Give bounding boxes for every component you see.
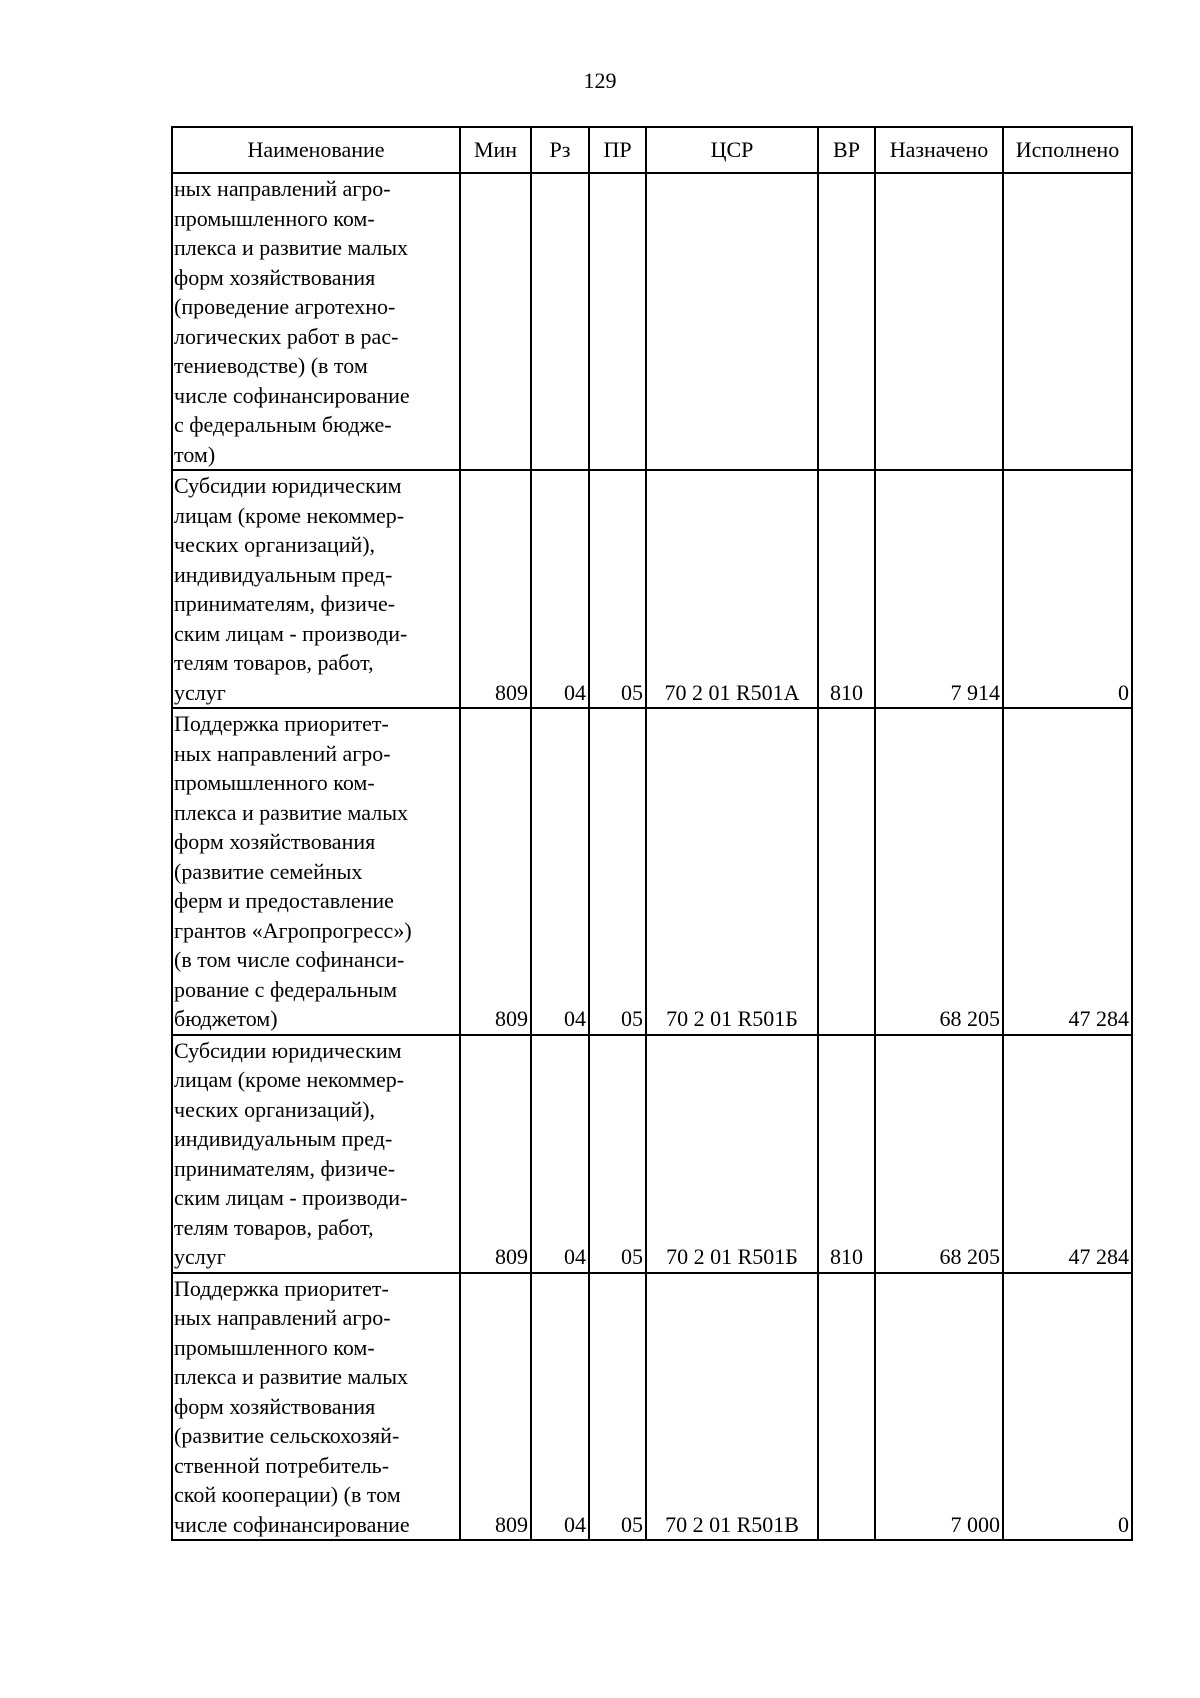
cell-pr: 05 — [589, 708, 646, 1035]
name-line: лицам (кроме некоммер- — [174, 502, 405, 528]
header-min: Мин — [460, 127, 531, 173]
cell-min: 809 — [460, 470, 531, 708]
name-line: рование с федеральным — [174, 976, 398, 1002]
name-line: (развитие семейных — [174, 858, 363, 884]
name-line: ческих организаций), — [174, 532, 376, 557]
cell-csr: 70 2 01 R501Б — [646, 1035, 818, 1273]
name-line: Поддержка приоритет- — [174, 1275, 389, 1301]
cell-name — [172, 173, 460, 470]
name-line: (проведение агротехно- — [174, 294, 396, 319]
table-row — [172, 1035, 1132, 1273]
name-line: числе софинансирование — [174, 1511, 410, 1537]
cell-name — [172, 1035, 460, 1273]
page-number: 129 — [583, 68, 617, 93]
name-line: ческих организаций), — [174, 1096, 376, 1122]
header-assigned: Назначено — [875, 127, 1003, 173]
name-line: ственной потребитель- — [174, 1452, 390, 1478]
name-line: форм хозяйствования — [174, 264, 376, 290]
name-line: с федеральным бюдже- — [174, 412, 392, 437]
name-line: ных направлений агро- — [174, 740, 391, 766]
name-line: ных направлений агро- — [174, 1305, 391, 1330]
cell-assigned: 68 205 — [875, 1035, 1003, 1273]
name-line: промышленного ком- — [174, 1334, 375, 1360]
cell-name — [172, 1273, 460, 1541]
cell-name — [172, 708, 460, 1035]
cell-min: 809 — [460, 1035, 531, 1273]
cell-assigned: 68 205 — [875, 708, 1003, 1035]
table-row — [172, 470, 1132, 708]
cell-vr: 810 — [818, 1035, 875, 1273]
cell-assigned: 7 914 — [875, 470, 1003, 708]
cell-min: 809 — [460, 1273, 531, 1541]
name-line: плекса и развитие малых — [174, 1364, 408, 1389]
cell-csr: 70 2 01 R501Б — [646, 708, 818, 1035]
table-header-row — [172, 127, 1132, 173]
name-line: индивидуальным пред- — [174, 561, 393, 587]
cell-rz: 04 — [531, 1273, 589, 1541]
name-line: форм хозяйствования — [174, 1393, 376, 1419]
name-line: тениеводстве) (в том — [174, 353, 368, 378]
name-line: Субсидии юридическим — [174, 1037, 402, 1063]
name-line: Поддержка приоритет- — [174, 711, 389, 736]
name-line: бюджетом) — [174, 1006, 278, 1031]
name-line: ской кооперации) (в том — [174, 1482, 401, 1507]
cell-pr: 05 — [589, 1273, 646, 1541]
name-line: ским лицам - производи- — [174, 1185, 408, 1210]
cell-executed: 47 284 — [1003, 708, 1132, 1035]
table-row — [172, 708, 1132, 1035]
header-csr: ЦСР — [646, 127, 818, 173]
cell-assigned: 7 000 — [875, 1273, 1003, 1541]
name-line: плекса и развитие малых — [174, 235, 408, 260]
cell-vr: 810 — [818, 470, 875, 708]
name-line: услуг — [174, 1244, 226, 1269]
cell-executed: 47 284 — [1003, 1035, 1132, 1273]
name-line: телям товаров, работ, — [174, 1214, 374, 1240]
name-line: логических работ в рас- — [174, 323, 399, 349]
name-line: ных направлений агро- — [174, 176, 391, 201]
header-executed: Исполнено — [1003, 127, 1132, 173]
cell-vr — [818, 708, 875, 1035]
name-line: Субсидии юридическим — [174, 473, 402, 498]
cell-csr — [646, 173, 818, 470]
cell-pr: 05 — [589, 1035, 646, 1273]
name-line: лицам (кроме некоммер- — [174, 1067, 405, 1092]
cell-rz — [531, 173, 589, 470]
cell-min: 809 — [460, 708, 531, 1035]
cell-name — [172, 470, 460, 708]
cell-rz: 04 — [531, 470, 589, 708]
cell-min — [460, 173, 531, 470]
budget-table — [171, 126, 1133, 1541]
name-line: плекса и развитие малых — [174, 799, 408, 825]
name-line: числе софинансирование — [174, 382, 410, 408]
cell-assigned — [875, 173, 1003, 470]
name-line: индивидуальным пред- — [174, 1126, 393, 1151]
cell-rz: 04 — [531, 1035, 589, 1273]
header-name: Наименование — [172, 127, 460, 173]
name-line: ферм и предоставление — [174, 888, 394, 913]
name-line: форм хозяйствования — [174, 829, 376, 854]
cell-pr: 05 — [589, 470, 646, 708]
cell-rz: 04 — [531, 708, 589, 1035]
name-line: промышленного ком- — [174, 770, 375, 795]
name-line: (в том числе софинанси- — [174, 947, 405, 972]
name-line: (развитие сельскохозяй- — [174, 1423, 400, 1448]
header-pr: ПР — [589, 127, 646, 173]
cell-pr — [589, 173, 646, 470]
name-line: грантов «Агропрогресс») — [174, 917, 412, 943]
name-line: принимателям, физиче- — [174, 1155, 396, 1181]
name-line: принимателям, физиче- — [174, 591, 396, 616]
cell-vr — [818, 173, 875, 470]
table-row — [172, 173, 1132, 470]
name-line: ским лицам - производи- — [174, 620, 408, 646]
header-vr: ВР — [818, 127, 875, 173]
table-row — [172, 1273, 1132, 1541]
name-line: промышленного ком- — [174, 205, 375, 231]
name-line: услуг — [174, 679, 226, 705]
cell-vr — [818, 1273, 875, 1541]
cell-executed: 0 — [1003, 1273, 1132, 1541]
name-line: телям товаров, работ, — [174, 650, 374, 675]
cell-csr: 70 2 01 R501А — [646, 470, 818, 708]
cell-csr: 70 2 01 R501В — [646, 1273, 818, 1541]
header-rz: Рз — [531, 127, 589, 173]
cell-executed: 0 — [1003, 470, 1132, 708]
name-line: том) — [174, 441, 216, 467]
cell-executed — [1003, 173, 1132, 470]
table-body — [172, 173, 1132, 1540]
